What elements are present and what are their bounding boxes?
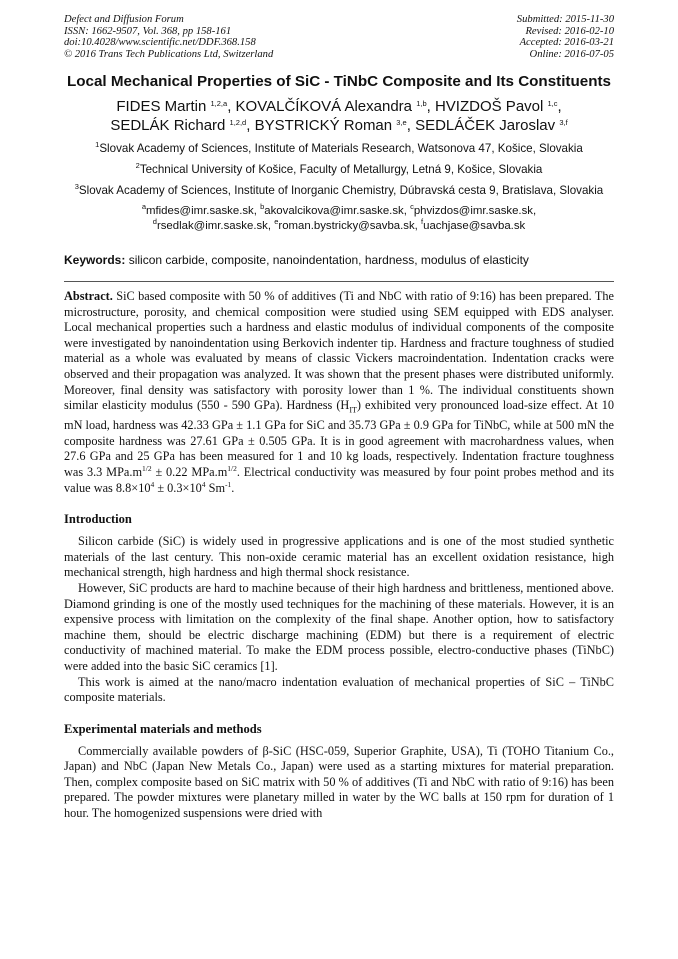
- author: HVIZDOŠ Pavol $^{1,c}$,: [434, 98, 562, 115]
- paragraph: However, SiC products are hard to machine because of their high hardness and brittleness, mentioned above. Diamond grinding is one of the mostly used techniques for the machining of these materials. However, it is an expensive process with limitation on the complexity of the final shape. Another option, how to satisfactory machine them, should be electric discharge machining (EDM) but there is a requirement of electric conductivity of machined material. To make the EDM process possible, electro-conductive phases (TiNbC) were added into the basic SiC ceramics [1].: [64, 580, 614, 673]
- journal-issn: ISSN: 1662-9507, Vol. 368, pp 158-161: [64, 25, 232, 37]
- email: $^d$rsedlak@imr.saske.sk,: [152, 217, 275, 232]
- affiliation: $^3$Slovak Academy of Sciences, Institute of Inorganic Chemistry, Dúbravská cesta 9, Bratislava, Slovakia: [74, 182, 604, 197]
- affiliation: $^2$Technical University of Košice, Faculty of Metallurgy, Letná 9, Košice, Slovakia: [135, 161, 543, 176]
- abstract: Abstract. SiC based composite with 50 % of additives (Ti and NbC with ratio of 9:16) has been prepared. The microstructure, porosity, and chemical composition were studied using SEM equipped with EDS analyser. Local mechanical properties such a hardness and elastic modulus of individual components of the composite were investigated by nanoindentation using Berkovich indenter tip. Hardness and fracture toughness of studied material as a whole was evaluated by means of classic Vickers macroindentation. Indentation cracks were observed and their propagation was analyzed. It was shown that the present phases were distributed uniformly. Moreover, final density was satisfactory with porosity lower than 1 %. The individual constituents shown similar elasticity modulus (550 - 590 GPa). Hardness $(H_{IT})$ exhibited very pronounced load-size effect. At 10 mN load, hardness was 42.33 GPa ± 1.1 GPa for SiC and 35.73 GPa ± 0.9 GPa for TiNbC, while at 500 mN the composite hardness was 27.61 GPa ± 0.505 GPa. It is in good agreement with macrohardness values, when 27.6 GPa and 25 GPa has been measured for 1 and 10 kg loads, respectively. Indentation fracture toughness was 3.3 $MPa.m^{1/2} \pm 0.22$ $MPa.m^{1/2}$. Electrical conductivity was measured by four point probes method and its value was $8.8\times 10^4 \pm 0.3\times 10^4$ $Sm^{-1}$.: [64, 289, 614, 495]
- paragraph: Silicon carbide (SiC) is widely used in progressive applications and is one of the most studied synthetic materials of the last century. This non-oxide ceramic material has an excellent oxidation resistance, high mechanical strength, high hardness and high thermal shock resistance.: [64, 534, 614, 580]
- keywords-label: Keywords:: [64, 253, 126, 267]
- email: $^c$phvizdos@imr.saske.sk,: [410, 202, 537, 217]
- keywords-text: silicon carbide, composite, nanoindentation, hardness, modulus of elasticity: [125, 253, 529, 267]
- date-revised: Revised: 2016-02-10: [525, 25, 614, 37]
- journal-info: [64, 14, 273, 60]
- divider: [64, 281, 614, 282]
- author: BYSTRICKÝ Roman $^{3,e}$,: [254, 117, 416, 134]
- author-list: [64, 97, 614, 135]
- date-online: Online: 2016-07-05: [529, 48, 614, 60]
- affiliation: $^1$Slovak Academy of Sciences, Institute of Materials Research, Watsonova 47, Košice, Slovakia: [95, 140, 583, 155]
- author: SEDLÁČEK Jaroslav $^{3,f}$: [415, 117, 568, 134]
- email: $^f$uachjase@savba.sk: [421, 217, 526, 232]
- author-emails: [64, 204, 614, 234]
- paragraph: Commercially available powders of β-SiC (HSC-059, Superior Graphite, USA), Ti (TOHO Titanium Co., Japan) and NbC (Japan New Metals Co., Japan) were used as a starting mixtures for material preparation. Then, complex composite based on SiC matrix with 50 % of additives (Ti and NbC with ratio of 9:16) has been prepared. The powder mixtures were planetary milled in water by the WC balls at 150 rpm for duration of 1 hour. The homogenized suspensions were dried with: [64, 743, 614, 821]
- publication-dates: [517, 14, 614, 60]
- paragraph: This work is aimed at the nano/macro indentation evaluation of mechanical properties of SiC – TiNbC composite materials.: [64, 674, 614, 705]
- author: SEDLÁK Richard $^{1,2,d}$,: [110, 117, 255, 134]
- paper-page: [64, 14, 614, 822]
- email: $^e$roman.bystricky@savba.sk,: [274, 217, 422, 232]
- journal-copyright: © 2016 Trans Tech Publications Ltd, Switzerland: [64, 48, 274, 60]
- date-submitted: Submitted: 2015-11-30: [516, 14, 614, 25]
- author: FIDES Martin $^{1,2,a}$,: [116, 98, 236, 115]
- email: $^a$mfides@imr.saske.sk,: [141, 202, 261, 217]
- section-heading-introduction: Introduction: [64, 512, 132, 527]
- date-accepted: Accepted: 2016-03-21: [519, 37, 614, 48]
- journal-name: Defect and Diffusion Forum: [64, 14, 184, 25]
- section-heading-methods: Experimental materials and methods: [64, 721, 262, 736]
- journal-doi: doi:10.4028/www.scientific.net/DDF.368.158: [64, 37, 256, 48]
- abstract-label: Abstract.: [64, 289, 113, 303]
- keywords: [64, 253, 614, 268]
- email: $^b$akovalcikova@imr.saske.sk,: [260, 202, 411, 217]
- author: KOVALČÍKOVÁ Alexandra $^{1,b}$,: [235, 98, 435, 115]
- paper-title: Local Mechanical Properties of SiC - TiNbC Composite and Its Constituents: [66, 73, 611, 90]
- journal-header: [64, 14, 614, 60]
